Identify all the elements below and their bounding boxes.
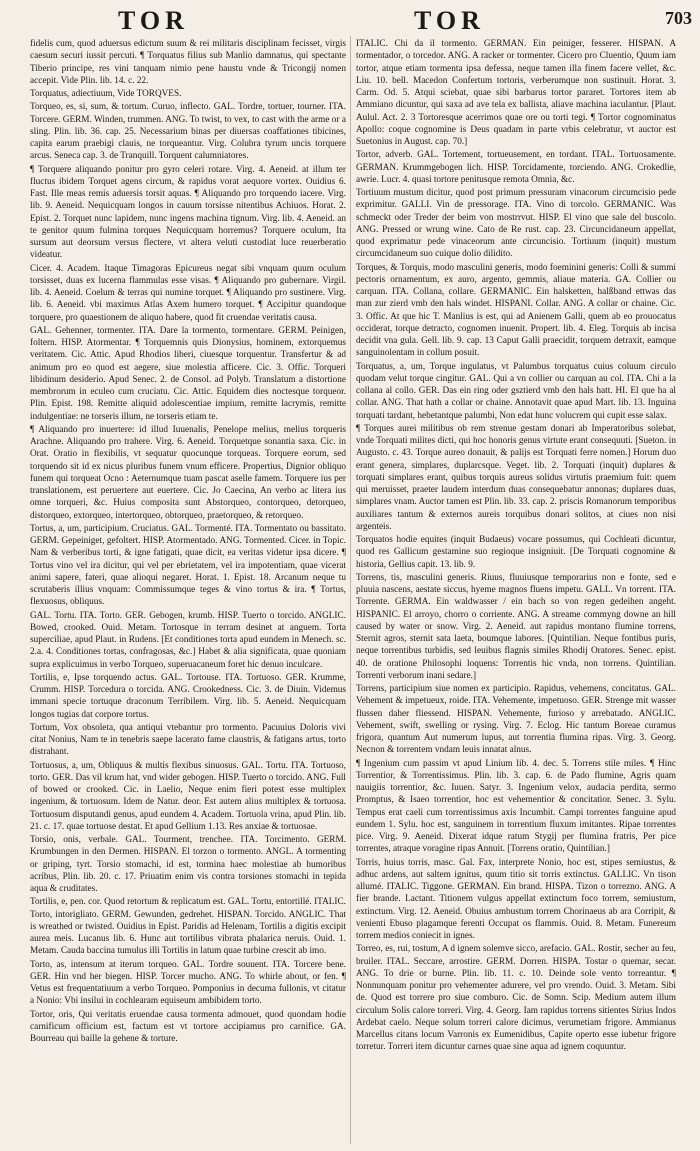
entry-paragraph: Torquatus, adiectiuum, Vide TORQVES. — [30, 89, 182, 99]
entry-paragraph: Torto, as, intensum at iterum torqueo. GAL. Tordre souuent. ITA. Torcere bene. GER. Hin vnd her biegen. HISP. Torcer mucho. ANG. To whirle about, or fen. ¶ Vetus est frequentatiuum a verbo Torqueo. Pomponius in decuma fullonis, vt citatur a Nonio: Vbi insilui in cochlearam equiseum ambibidem torto. — [30, 959, 346, 1007]
entry-paragraph: fidelis cum, quod aduersus edictum suum & rei militaris disciplinam fecisset, virgis caesum securi iussit percuti. ¶ Torquatus filius sub Manlio damnatus, qui spectante Tiberio principe, res vini tanquam nimio pene haustu vnde & Tricongij nomen accepit. Vide Plin. lib. 14. c. 22. — [30, 39, 346, 86]
left-running-head: TOR — [118, 6, 189, 35]
entry-paragraph: Tortilis, e, Ipse torquendo actus. GAL. Tortouse. ITA. Tortuoso. GER. Krumme, Crumm. HISP. Torcedura o torcida. ANG. Crookedness. Cic. 3. de Diuin. Videmus immani specie tortuque draconum Terribilem. Virg. lib. 5. Aeneid. Nequicquam longos tugias dat corpore tortus. — [30, 672, 346, 720]
entry-paragraph: Torris, huius torris, masc. Gal. Fax, interprete Nonio, hoc est, stipes semiustus, & adhuc ardens, aut saltem ignitus, quum titio sit torris extinctus. GALLIC. Vn tison allumé. ITALIC. Tiggone. GERMAN. Ein brand. HISPA. Tizon o torrezno. ANG. A fier brande. Lactant. Titionem vulgus appellat extinctum foco torrem, semiustum, extinctum. Virg. 12. Aeneid. Obuius ambustum torrem Chorinaeus ab ara Corripit, & venienti Ebuso plagamque ferenti Occupat os flammis. Ouid. 8. Metam. Funereum torrem medios coniecit in ignes. — [356, 857, 676, 941]
entry-paragraph: Torqueo, es, si, sum, & tortum. Curuo, inflecto. GAL. Tordre, tortuer, tourner. ITA. Torcere. GERM. Winden, trummen. ANG. To twist, to vex, to cast with the arme or a sling. Plin. lib. 36. cap. 25. Necessarium binas per diuersas coaffationes tibicines, capita earum praebigi clauis, ne torqueantur. Virg. Colubra tyrum uncis torquere arcus. Seneca cap. 3. de Tranquill. Torquent calumniatores. — [30, 102, 346, 162]
entry-paragraph: Tortor, oris, Qui veritatis eruendae causa tormenta admouet, quod quondam hodie carnificum officium est, factum est vt tortore accipiamus pro carnifice. GA. Bourreau qui baille la gehene & torture. — [30, 1009, 346, 1044]
right-column — [356, 38, 676, 1144]
entry-paragraph: Tortuosus, a, um, Obliquus & multis flexibus sinuosus. GAL. Tortu. ITA. Tortuoso, torto. GER. Das vil krum hat, vnd wider gebogen. HISP. Tuerto o torcido. ANG. Full of bowed or crooked. Cic. in Laelio, Neque enim fieri potest esse multiplex ingenium, & tortuosum. Idem de Natur. deor. Est autem alius multiplex & tortuosa. Tortuosum disputandi genus, apud eundem 4. Academ. Tortuola vrina, apud Plin. lib. 21. c. 17. quae tortuose destat. Et apud Gellium 1.13. Res anxiae & tortuosae. — [30, 760, 346, 832]
entry-paragraph: Torrens, participium siue nomen ex participio. Rapidus, vehemens, concitatus. GAL. Vehement & impetueux, roide. ITA. Vehemente, impetuoso. GER. Strenge mit wasser flussen daher fliessend. HISPAN. Vehemente, furioso y arrebatado. ANGLIC. Vehement, swift, swelling or rysing. Virg. 7. Eclog. Hic tantum Boreae curamus frigora, quantum Aut numerum lupus, aut torrentia flumina ripas. Virg. 3. Georg. Necnon & torrentem vndam leuis innatat alnus. — [356, 684, 676, 756]
entry-paragraph: ¶ Torquere aliquando ponitur pro gyro celeri rotare. Virg. 4. Aeneid. at illum ter fluctus ibidem Torquet agens circum, & rapidus vorat aequore vortex. Ouidius 6. Fast. Ille meas remis aduersis torsit aquas. ¶ Aliquando pro torquendo iacere. Virg. lib. 9. Aeneid. Nequicquam longos in cauum torsisse nitentibus Achiuos. Horat. 2. Epist. 2. Torquet nunc lapidem, nunc ingens machina tignum. Virg. lib. 4. Aeneid. an te genitor quum fulmina torques Nequicquam horremus? Torquere oculum, Ita sursum aut deorsum versus flectere, vt altera veluti custodiat luce reuerberatio videatur. — [30, 164, 346, 261]
entry-paragraph: Torquatos hodie equites (inquit Budaeus) vocare possumus, qui Cochleati dicuntur, quod res Gallicum gestamine suo regioque insigniuit. [De Torquati cognomine & historia, Gellius capit. 13. lib. 9. — [356, 535, 676, 570]
entry-paragraph: Torreo, es, rui, tostum, A d ignem solemve sicco, arefacio. GAL. Rostir, secher au feu, bruiler. ITAL. Seccare, arrostire. GERM. Dorren. HISPA. Tostar o quemar, secar. ANG. To drie or burne. Plin. lib. 11. c. 10. Deinde sole vento torreantur. ¶ Nonnunquam ponitur pro vehementer adurere, vel pro vrendo. Ouid. 3. Metam. Sibi de. Quod est torrere pro siue comburo. Cic. de Somn. Scip. Medium autem illum circulum Solis calore torreri. Virg. 4. Georg. Iam rapidus torrens sitientes Sirius Indos Ardebat caelo. Neque solum torreri calore dicimus, verumetiam frigore. Ammianus Marcellus citans locum Varronis ex Eumenidibus, Capite operto esse iubetur frigore torretur. Torreri item dicuntur carnes quae sine aqua ad ignem coquuntur. — [356, 944, 676, 1053]
entry-paragraph: Tortus, a, um, participium. Cruciatus. GAL. Tormenté. ITA. Tormentato ou bassitato. GERM. Gepeiniget, gefoltert. HISP. Atormentado. ANG. Tormented. Cicer. in Topic. Nam & verberibus torti, & igne fatigati, quae dicit, ea veritas videtur ipsa dicere. ¶ Tortus vino vel ira dicitur, qui vel per ebrietatem, vel ira impotentiam, quae vicerat animi sapere, fateri, quae alioqui negaret. Horat. 1. Epist. 18. Arcanum neque tu scrutaberis illius vnquam: Commissumque teges & vino tortus & ira. ¶ Tortus, flexuosus, obliquus. — [30, 523, 346, 608]
entry-paragraph: Tortiuum mustum dicitur, quod post primum pressuram vinacorum circumcisio pede exprimitur. GALLI. Vin de pressorage. ITA. Vino di torcolo. GERMANIC. Was schmeckt oder Treder der beim von mostrrvut. HISP. El vino que sale del buscolo. ANG. Pressed or wrung wine. Cato de Re rust. cap. 23. Circuncidaneum appellat, quod exprimatur pede vinaceorum ante circuncisio. Tortiuum (inquit) mustum circumcidaneum suo cuique dolio dilidito. — [356, 188, 676, 260]
right-running-head: TOR — [414, 6, 485, 35]
entry-paragraph: Cicer. 4. Academ. Itaque Timagoras Epicureus negat sibi vnquam quum oculum torsisset, duas ex lucerna flammulas esse visas. ¶ Aliquando pro gubernare. Virgil. lib. 4. Aeneid. Coelum & terras qui numine torquet. ¶ Aliquando pro sustinere. Virg. lib. 6. Aeneid. vbi maximus Atlas Axem humero torquet. ¶ Accipitur quandoque torquere, pro quaestionem de aliquo habere, quod fit cruendae veritatis causa. — [30, 263, 346, 323]
entry-paragraph: ¶ Ingenium cum passim vt apud Linium lib. 4. dec. 5. Torrens stile miles. ¶ Hinc Torrentior, & Torrentissimus. Plin. lib. 3. cap. 6. de Pado flumine, Agris quam nauigiis torrentior, &c. Iuuen. Satyr. 3. Ingenium velox, audacia perdita, sermo Promptus, & Isaeo torrentior, hoc est vehementior & concitatior. Senec. 3. Sylu. Tempus erat caeli cum torrentissimus axis Incumbit. Campi torrentes fanguine apud eundem 1. Sylu. hoc est, sanguinem in torrentium fluxum imitantes. Ripae torrentes pice. Virg. 9. Aeneid. Dixerat idque ratum Stygij per flumina fratris, Per pice torrentes, atraque voragine ripas Annuit. [Torrens oratio, Quintilian.] — [356, 758, 676, 855]
entry-paragraph: ¶ Aliquando pro inuertere: id illud Iuuenalis, Penelope melius, melius torqueris Arachne. Aliquando pro trahere. Virg. 6. Aeneid. Torquetque sonantia saxa. Cic. in Orat. Oratio in flexibilis, vt sequatur quocunque torqueas. Torquere eorum, sed torquendo sit id ex nicus pluribus funem vnum efficere. Propertius, Dignior obliquo funem qui torqueat Ocno : Aeternumque tuam pascat aselle famem. Torquere ius per translationem, est peruertere aut euertere. Cic. Jo Caecina, An verbo ac litera ius omne torqueri, &c. Huius composita sunt Abstorqueo, contorqueo, detorqueo, distorqueo, extorqueo, intertorqueo, obtorqueo, praetorqueo, & retorqueo. — [30, 424, 346, 521]
entry-paragraph: Torques, & Torquis, modo masculini generis, modo foeminini generis: Colli & summi pectoris ornamentum, ex auro, argento, gemmis, aliaue materia. GA. Collier ou carquan. ITA. Collana, collare. GERMANIC. Ein halsketten, halßband ettwas das man zur zierd vmb den hals windet. HISPANI. Collar. ANG. A collar or chaine. Cic. 3. Offic. At que hic T. Manlius is est, qui ad Anienem Galli, quem ab eo prouocatus occiderat, torque detracto, cognomen inuenit. Propert. lib. 4. Eleg. Torquis ab incisa decidit vna gula. Gell. lib. 9. cap. 13 Caput Galli praecidit, torquem detraxit, eamque sanguinolentam in collum posuit. — [356, 262, 676, 359]
entry-paragraph: Tortor, adverb. GAL. Tortement, tortueusement, en tordant. ITAL. Tortuosamente. GERMAN. Krummgebogen lich. HISP. Torcidamente, torciendo. ANG. Crokedlie, awrie. Lucr. 4. quasi tortore penitusque remota Omnia, &c. — [356, 150, 676, 185]
entry-paragraph: Torrens, tis, masculini generis. Riuus, fluuiusque temporarius non e fonte, sed e pluuia nascens, aestate siccus, hyeme magnos fluens impetu. GALL. Vn torrent. ITA. Torrente. GERMA. Ein waldwasser / ein bach so von regen gedeihen angeht. HISPANIC. El arroyo, chorro o corriente. ANG. A streame commyng downe an hill caused by water or snow. Virg. 2. Aeneid. aut rapidus montano flumine torrens, Sternit agros, sternit sata laeta, boumque labores. [Quintilian. Neque fontibus puris, neque torrentibus turbidis, sed leuibus flagnis similes Rhodij Oratores. Senec. epist. 40. de oratione Philosophi loquens: Torrentis hic vnda, non torrens. Quintilian. Torrenti verborum inani sedare.] — [356, 572, 676, 681]
entry-paragraph: Tortum, Vox obsoleta, qua antiqui vtebantur pro tormento. Pacuuius Doloris vivi citat Nonius, Nam te in tenebris saepe lacerato fame claustris, & fatigans artus, torto distrahant. — [30, 722, 346, 758]
entry-paragraph: GAL. Tortu. ITA. Torto. GER. Gebogen, krumb. HISP. Tuerto o torcido. ANGLIC. Bowed, crooked. Ouid. Metam. Tortosque in terram desinet at anguem. Torta superciliae, apud Plaut. in Rudens. [Et conditiones torta apud eundem in Menech. sc. 2.a. 4. Conditiones tortas, confragosas, &c.] Habet & alia significata, quae quoniam supra explicuimus in verbo Torqueo, superuacaneum foret hic denuo inculcare. — [30, 610, 346, 670]
page-number: 703 — [665, 8, 692, 28]
entry-paragraph: Tortilis, e, pen. cor. Quod retortum & replicatum est. GAL. Tortu, entortillé. ITALIC. Torto, intorigliato. GERM. Gewunden, gedrehet. HISPAN. Torcido. ANGLIC. That is wreathed or twisted. Ouidius in Epist. Paridis ad Helenam, Tortilis a digitis excipit aurea meis. Lucanus lib. 6. Hunc aut tortilibus vibrata phalarica neruis. Ouid. 1. Metam. Cauda baccina tumulus illi Tortilis in latum quae turbine crescit ab imo. — [30, 897, 346, 957]
entry-paragraph: ¶ Torques aurei militibus ob rem strenue gestam donari ab Imperatoribus solebat, vnde Torquati milites dicti, qui hoc honoris genus virtute erant consequuti. [Sueton. in Augusto. c. 43. Torque aureo donauit, & palijs est Torquati ferre nomen.] Horum duo erant genera, simplares, duplarcsque. Veget. lib. 2. Torquati (inquit) duplares & torquati simplares erant, quibus torquis aureus solidus virtutis praemium fuit: quem qui meruisset, praeter laudem interdum duas consequebatur annonas; duplares duas, simplares vnam. Auctor tamen est Plin. lib. 33. cap. 2. priscis Romanorum temporibus auxiliares tantum & externos aureis torquibus donari solitos, at ciues non nisi argenteis. — [356, 423, 676, 532]
entry-paragraph: GAL. Gehenner, tormenter. ITA. Dare la tormento, tormentare. GERM. Peinigen, foltern. HISP. Atormentar. ¶ Torquemnis quis Dionysius, hominem, extorquemus veritatem. Cic. Attic. Apud Rhodios liberi, ciuesque torquentur. Transfertur & ad animum pro eo quod est aegere, siue molestia afficere. Cic. 3. Offic. Torqueri libidinum desiderio. Apud Senec. 2. de Consol. ad Polyb. Translatum a distortione membrorum in eculeo cum cruciatu. Cic. Attic. Equidem dies noctesque torqueor. Plin. Epist. 198. Remitte aliquid adolescentiae impium, remitte lacrymis, remitte indulgentiae: ne torseris illum, ne torseris etiam te. — [30, 325, 346, 422]
column-divider — [350, 36, 351, 1144]
entry-paragraph: Torquatus, a, um, Torque ingulatus, vt Palumbus torquatus cuius coluum circulo quodam velut torque cingitur. GAL. Qui a vn collier ou carquan au col. ITA. Chi a la collana al collo. GER. Das ein ring oder gsztierd vmb den hals hatt. HI. El que ha al collar. ANG. That hath a collar or chaine. Annotavit quae apud Mart. lib. 13. Inguina torquati tardant, hebetantque palumbi, Non edat hunc volucrem qui cupit esse salax. — [356, 361, 676, 421]
entry-paragraph: Torsio, onis, verbale. GAL. Tourment, trenchee. ITA. Torcimento. GERM. Krumbungen in den Dermen. HISPAN. El torzon o tormento. ANGL. A tormenting or griping, tyrt. Torsio stomachi, id est, tormina haec molestiae ab humoribus acribus, Plin. lib. 20. c. 17. Priuatim enim vis contra torsiones stomachi in tepida aqua & cruditates. — [30, 835, 346, 894]
entry-paragraph: ITALIC. Chi da il tormento. GERMAN. Ein peiniger, fesserer. HISPAN. A tormentador, o torcedor. ANG. A racker or tormenter. Cicero pro Cluentio, Quum iam tortor, atque etiam tormenta ipsa defessa, neque tamen illa finem facere vellet, &c. Liu. 10. bell. Macedon Confertum tortoris, verberumque non sustinuit. Horat. 3. Carm. Od. 5. Atqui sciebat, quae sibi barbarus tortor pararet. Tortores item ab Ammiano dicuntur, qui saxa ad ave tela ex ballista, aliave machina iaculantur. [Plaut. Aulul. Act. 2. 3 Tortoresque acerrimos quae ore ou torti tegi. ¶ Tortor cognominatus Apollo: coque cognomine is Deus quadam in parte vrbis celebratur, vt auctor est Suetonius in August. cap. 70.] — [356, 39, 676, 147]
left-column — [30, 38, 346, 1144]
